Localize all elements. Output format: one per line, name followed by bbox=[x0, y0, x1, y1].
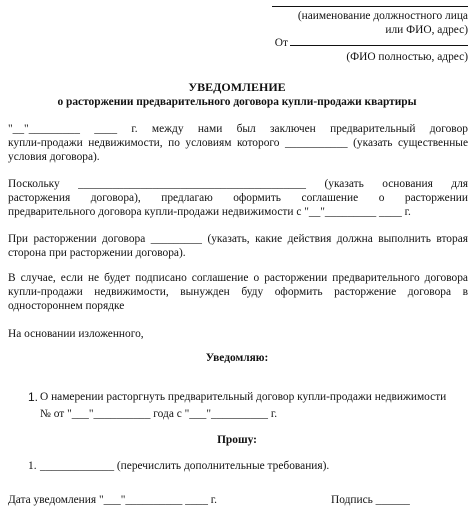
notify-item-line: № от "___"__________ года с "___"__________ г. bbox=[40, 408, 278, 420]
addressee-caption: (наименование должностного лица bbox=[297, 10, 468, 22]
paragraph-termination-reason bbox=[8, 177, 468, 219]
request-item-number: 1. bbox=[28, 460, 37, 472]
signature-field: Подпись ______ bbox=[331, 494, 410, 506]
paragraph-line: купли-продажи недвижимости, по условиям которого ___________ (указать существенные bbox=[8, 137, 468, 149]
notify-item-number: 1. bbox=[28, 390, 39, 404]
paragraph-termination-actions bbox=[8, 232, 468, 260]
paragraph-unilateral-termination bbox=[8, 271, 468, 313]
sender-caption: (ФИО полностью, адрес) bbox=[346, 51, 468, 63]
paragraph-line: условия договора). bbox=[8, 151, 100, 163]
paragraph-line: одностороннем порядке bbox=[8, 300, 125, 312]
request-heading: Прошу: bbox=[217, 434, 257, 446]
paragraph-based-on: На основании изложенного, bbox=[8, 328, 144, 340]
paragraph-line: "__"_________ ____ г. между нами был заключен предварительный договор bbox=[8, 123, 468, 135]
paragraph-line: При расторжении договора _________ (указать, какие действия должна выполнить вторая bbox=[8, 233, 468, 245]
paragraph-line: В случае, если не будет подписано соглашение о расторжении предварительного договора bbox=[8, 272, 468, 284]
notify-item-line: О намерении расторгнуть предварительный договор купли-продажи недвижимости bbox=[40, 391, 447, 403]
paragraph-line: купли-продажи недвижимости, вынужден буду оформить расторжение договора в bbox=[8, 286, 468, 298]
paragraph-line: Поскольку ________________________________________ (указать основания для bbox=[8, 178, 468, 190]
sender-blank-line bbox=[290, 45, 468, 46]
notify-heading: Уведомляю: bbox=[205, 352, 269, 364]
addressee-caption-2: или ФИО, адрес) bbox=[385, 24, 468, 36]
paragraph-line: предварительного договора купли-продажи недвижимости с "__"_________ ____ г. bbox=[8, 206, 411, 218]
document-subtitle: о расторжении предварительного договора купли-продажи квартиры bbox=[57, 96, 417, 108]
document-title: УВЕДОМЛЕНИЕ bbox=[188, 80, 286, 94]
notify-item bbox=[40, 390, 470, 421]
paragraph-line: сторона при расторжении договора). bbox=[8, 247, 186, 259]
from-label: От bbox=[274, 37, 288, 49]
request-item: _____________ (перечислить дополнительные требования). bbox=[40, 460, 330, 472]
addressee-blank-line bbox=[272, 6, 468, 7]
paragraph-line: расторжения договора), предлагаю оформить соглашение о расторжении bbox=[8, 192, 468, 204]
notification-date: Дата уведомления "___"__________ ____ г. bbox=[8, 494, 218, 506]
paragraph-contract-concluded bbox=[8, 122, 468, 164]
